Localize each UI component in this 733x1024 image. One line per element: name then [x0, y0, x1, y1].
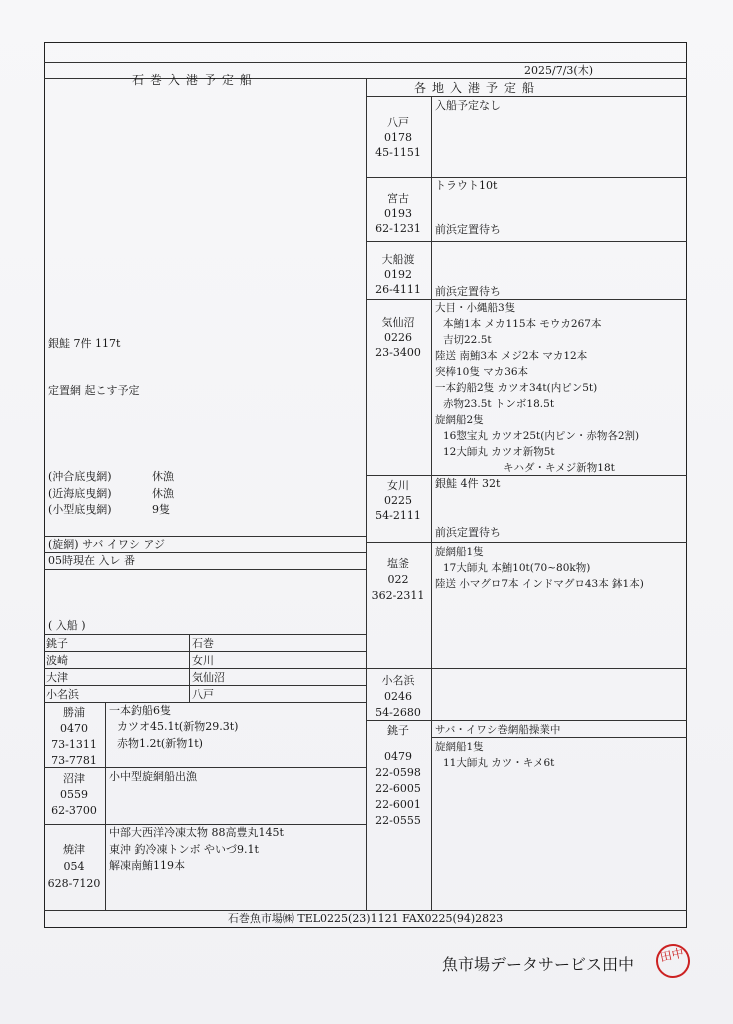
port-tel: 0479 [384, 750, 412, 763]
port-name: 銚子 [387, 724, 409, 737]
port-cell: 八戸 [192, 688, 214, 701]
port-cell: 気仙沼 [192, 671, 225, 684]
port-divider [431, 96, 432, 910]
divider [44, 634, 366, 635]
trawl-value: 休漁 [152, 487, 174, 500]
office-name: 勝浦 [63, 706, 85, 719]
divider [44, 668, 366, 669]
signature: 魚市場データサービス田中 [442, 955, 635, 974]
port-line: 一本釣船2隻 カツオ34t(内ピン5t) [435, 382, 598, 394]
port-tel: 22-6005 [375, 782, 421, 795]
port-name: 八戸 [387, 116, 409, 129]
trawl-label: (近海底曳網) [48, 487, 112, 500]
port-tel: 22-6001 [375, 798, 421, 811]
office-line: 小中型旋網船出漁 [109, 770, 197, 783]
port-line: サバ・イワシ巻網船操業中 [435, 724, 561, 736]
divider [366, 177, 687, 178]
port-line: 赤物23.5t トンボ18.5t [443, 398, 555, 410]
office-tel: 054 [63, 860, 85, 873]
divider [44, 824, 366, 825]
office-line: 解凍南鮪119本 [109, 859, 185, 872]
port-name: 女川 [387, 479, 409, 492]
office-tel: 0559 [60, 788, 88, 801]
port-cell: 波崎 [46, 654, 68, 667]
ishinomaki-header: 石巻入港予定船 [132, 73, 259, 87]
trawl-label: (沖合底曳網) [48, 470, 112, 483]
port-line: 16惣宝丸 カツオ25t(内ピン・赤物各2割) [443, 430, 640, 442]
office-line: 一本釣船6隻 [109, 704, 171, 717]
divider [44, 651, 366, 652]
port-cell: 銚子 [46, 637, 68, 650]
divider [44, 552, 366, 553]
port-cell: 小名浜 [46, 688, 79, 701]
office-tel: 73-1311 [51, 738, 97, 751]
divider [44, 767, 366, 768]
footer-contact: 石巻魚市場㈱ TEL0225(23)1121 FAX0225(94)2823 [227, 912, 504, 925]
port-line: トラウト10t [435, 179, 498, 192]
divider [366, 299, 687, 300]
port-line: 大目・小縄船3隻 [435, 302, 516, 314]
port-tel: 022 [387, 573, 409, 586]
port-line: 吉切22.5t [443, 334, 492, 346]
port-tel: 22-0598 [375, 766, 421, 779]
divider [44, 910, 687, 911]
office-tel: 62-3700 [51, 804, 97, 817]
divider [44, 569, 366, 570]
port-tel: 62-1231 [375, 222, 421, 235]
setnet-note: 定置網 起こす予定 [48, 384, 140, 397]
port-line: 前浜定置待ち [435, 223, 501, 236]
port-line: 旋網船1隻 [435, 546, 484, 558]
port-name: 小名浜 [381, 674, 415, 687]
office-divider [105, 702, 106, 910]
port-tel: 23-3400 [375, 346, 421, 359]
port-line: 11大師丸 カツ・キメ6t [443, 757, 555, 769]
divider [44, 685, 366, 686]
trawl-value: 休漁 [152, 470, 174, 483]
port-name: 塩釜 [387, 557, 409, 570]
port-tel: 0226 [384, 331, 412, 344]
divider [366, 241, 687, 242]
office-line: 赤物1.2t(新物1t) [117, 737, 203, 750]
port-name: 気仙沼 [381, 316, 415, 329]
port-line: 旋網船1隻 [435, 741, 484, 753]
office-tel: 73-7781 [51, 754, 97, 767]
divider [431, 737, 687, 738]
office-name: 焼津 [63, 843, 85, 856]
office-line: 中部大西洋冷凍太物 88高豊丸145t [109, 826, 284, 839]
port-tel: 0246 [384, 690, 412, 703]
divider [44, 62, 687, 63]
office-tel: 0470 [60, 722, 88, 735]
divider [366, 668, 687, 669]
port-tel: 0193 [384, 207, 412, 220]
divider [44, 702, 366, 703]
port-name: 宮古 [387, 192, 409, 205]
port-line: 突棒10隻 マカ36本 [435, 366, 529, 378]
arrival-title: ( 入船 ) [48, 619, 86, 632]
trawl-value: 9隻 [152, 503, 170, 516]
report-date: 2025/7/3(木) [524, 64, 593, 77]
port-tel: 54-2680 [375, 706, 421, 719]
salmon-note: 銀鮭 7件 117t [48, 337, 121, 350]
port-tel: 0225 [384, 494, 412, 507]
port-line: 本鮪1本 メカ115本 モウカ267本 [443, 318, 602, 330]
port-name: 大船渡 [381, 253, 415, 266]
port-line: 12大師丸 カツオ新物5t [443, 446, 555, 458]
port-tel: 26-4111 [375, 283, 421, 296]
office-line: カツオ45.1t(新物29.3t) [117, 720, 239, 733]
office-line: 東沖 釣冷凍トンボ やいづ9.1t [109, 843, 259, 856]
port-line: 17大師丸 本鮪10t(70~80k物) [443, 562, 591, 574]
port-line: 陸送 小マグロ7本 インドマグロ43本 鉢1本) [435, 578, 644, 590]
port-tel: 45-1151 [375, 146, 421, 159]
divider [366, 720, 687, 721]
regional-header: 各地入港予定船 [414, 81, 541, 95]
port-tel: 0192 [384, 268, 412, 281]
port-cell: 石巻 [192, 637, 214, 650]
port-line: 前浜定置待ち [435, 285, 501, 298]
port-line: 入船予定なし [435, 99, 501, 112]
office-tel: 628-7120 [47, 877, 101, 890]
port-cell: 女川 [192, 654, 214, 667]
purse-seine-note: (旋網) サバ イワシ アジ [48, 538, 165, 551]
divider [366, 96, 687, 97]
port-line: 陸送 南鮪3本 メジ2本 マカ12本 [435, 350, 588, 362]
divider [366, 475, 687, 476]
divider [366, 542, 687, 543]
port-line: 銀鮭 4件 32t [435, 477, 501, 490]
office-name: 沼津 [63, 772, 85, 785]
port-cell: 大津 [46, 671, 68, 684]
port-line: キハダ・キメジ新物18t [503, 462, 615, 474]
port-tel: 54-2111 [375, 509, 421, 522]
port-tel: 362-2311 [371, 589, 425, 602]
seal-stamp: 田中 [653, 941, 693, 981]
trawl-label: (小型底曳網) [48, 503, 112, 516]
port-line: 旋網船2隻 [435, 414, 484, 426]
time-note: 05時現在 入レ 番 [48, 554, 135, 567]
port-tel: 0178 [384, 131, 412, 144]
divider [44, 536, 366, 537]
port-line: 前浜定置待ち [435, 526, 501, 539]
port-tel: 22-0555 [375, 814, 421, 827]
